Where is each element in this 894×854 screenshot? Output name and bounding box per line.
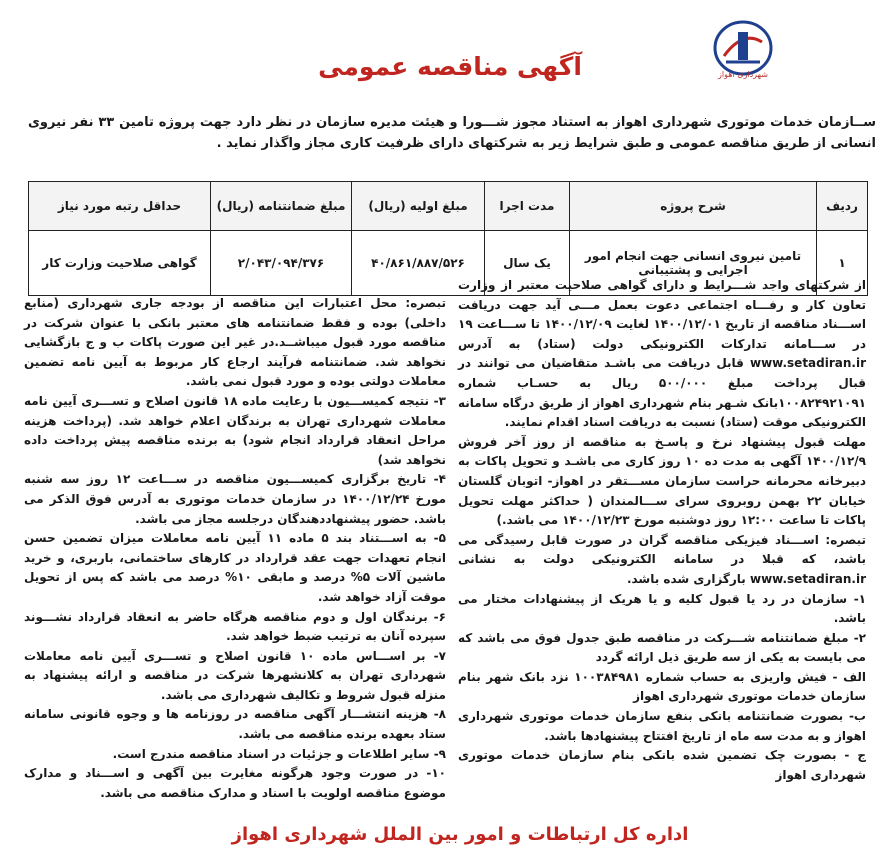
right-column: [458, 276, 866, 785]
paragraph: ب- بصورت ضمانتنامه بانکی بنفع سازمان خدمات موتوری شهرداری اهواز و به مدت سه ماه از تاریخ افتتاح پیشنهادها باشد.: [458, 709, 866, 743]
left-column: [24, 294, 446, 803]
paragraph: ج - بصورت چک تضمین شده بانکی بنام سازمان خدمات موتوری شهرداری اهواز: [458, 748, 866, 782]
cell-initial-amount: ۴۰/۸۶۱/۸۸۷/۵۲۶: [352, 231, 485, 296]
header-initial-amount: مبلغ اولیه (ریال): [352, 182, 485, 231]
paragraph: ۶- برندگان اول و دوم مناقصه هرگاه حاضر به انعقاد قرارداد نشـــوند سپرده آنان به ترتیب ضبط خواهد شد.: [24, 609, 446, 644]
paragraph: ۷- بر اســـاس ماده ۱۰ قانون اصلاح و تســـری آیین نامه معاملات شهرداری تهران به کلانشهرها شرکت در مناقصه و ارائه پیشنهاد به منزله قبول شروط و تکالیف شهرداری می باشد.: [24, 648, 446, 702]
ahvaz-municipality-logo-icon: [712, 18, 774, 90]
paragraph: ۹- سایر اطلاعات و جزئیات در اسناد مناقصه مندرج است.: [112, 746, 446, 761]
paragraph: ۴- تاریخ برگزاری کمیســـیون مناقصه در ســـاعت ۱۲ روز سه شنبه مورخ ۱۴۰۰/۱۲/۲۴ در سازمان خدمات موتوری به آدرس فوق الذکر می باشد. حضور پیشنهاددهندگان درجلسه مجاز می باشد.: [24, 472, 447, 526]
cell-minimum-rank: گواهی صلاحیت وزارت کار: [29, 231, 211, 296]
logo-caption: شهرداری اهواز: [718, 70, 768, 79]
intro-paragraph: ســازمان خدمات موتوری شهرداری اهواز به استناد مجوز شـــورا و هیئت مدیره سازمان در نظر دارد جهت پروژه تامین ۳۳ نفر نیروی انسانی از طریق مناقصه عمومی و طبق شرایط زیر به شرکتهای دارای ظرفیت کاری مجاز واگذار نماید .: [28, 115, 876, 151]
header-minimum-rank: حداقل رتبه مورد نیاز: [29, 182, 211, 231]
paragraph: ۱- سازمان در رد یا قبول کلیه و یا هریک از پیشنهادات مختار می باشد.: [458, 591, 866, 626]
paragraph: ۸- هزینه انتشـــار آگهی مناقصه در روزنامه ها و وجوه قانونی سامانه ستاد بعهده برنده مناقصه می باشد.: [24, 707, 446, 742]
cell-duration: یک سال: [485, 231, 570, 296]
page-title: آگهی مناقصه عمومی: [318, 52, 582, 81]
paragraph: ۲- مبلغ ضمانتنامه شـــرکت در مناقصه طبق جدول فوق می باشد که می بایست به یکی از سه طریق ذیل ارائه گردد: [458, 630, 866, 665]
paragraph: از شرکتهای واجد شـــرایط و دارای گواهی صلاحیت معتبر از وزارت تعاون کار و رفـــاه اجتماعی دعوت بعمل مـــی آید جهت دریافت اســـناد مناقصه از تاریخ ۱۴۰۰/۱۲/۰۱ لغایت ۱۴۰۰/۱۲/۰۹ تا ســـاعت ۱۹ در ســـامانه تدارکات الکترونیکی دولت (ستاد) به آدرس www.setadiran.ir قابل دریافت می باشـد متقاضیان می توانند در قبال پرداخت مبلغ ۵۰۰/۰۰۰ ریال به حسـاب شماره ۱۰۰۸۲۴۹۲۱۰۹۱بانک شـهر بنام شهرداری اهواز از طریق درگاه سامانه الکترونیکی موقت (ستاد) نسبت به دریافت اسناد اقدام نمایند.: [458, 278, 866, 430]
header-guarantee-amount: مبلغ ضمانتنامه (ریال): [211, 182, 352, 231]
paragraph: الف - فیش واریزی به حساب شماره ۱۰۰۳۸۴۹۸۱ نزد بانک شهر بنام سازمان خدمات موتوری شهرداری اهواز: [458, 669, 866, 704]
cell-guarantee-amount: ۲/۰۴۳/۰۹۴/۳۷۶: [211, 231, 352, 296]
cell-row-number: ۱: [817, 231, 868, 296]
paragraph: ۵- به اســـتناد بند ۵ ماده ۱۱ آیین نامه معاملات میزان تضمین حسن انجام تعهدات جهت عقد قرارداد در کارهای ساختمانی، باربری، و خرید ماشین آلات ۵% درصد و مابقی ۱۰% درصد می باشد که پس از تحویل موقت آزاد خواهد شد.: [24, 531, 446, 604]
header-row-number: ردیف: [817, 182, 868, 231]
footer-office-name: اداره کل ارتباطات و امور بین الملل شهرداری اهواز: [231, 824, 689, 845]
header-duration: مدت اجرا: [485, 182, 570, 231]
paragraph: مهلت قبول پیشنهاد نرخ و پاسـخ به مناقصه از روز آخر فروش ۱۴۰۰/۱۲/۹ آگهی به مدت ده ۱۰ روز کاری می باشـد و تحویل پاکات به دبیرخانه محرمانه حراست سازمان مســـتقر در اهواز- اتوبان گلستان خیابان ۲۲ بهمن روبروی سرای ســـالمندان ( حداکثر مهلت تحویل پاکات تا ساعت ۱۲:۰۰ روز دوشنبه مورخ ۱۴۰۰/۱۲/۲۳ می باشد.): [458, 434, 866, 528]
cell-project-description: تامین نیروی انسانی جهت انجام امور اجرایی و پشتیبانی: [570, 231, 817, 296]
paragraph: تبصره: اســـناد فیزیکی مناقصه گران در صورت قابل رسیدگی می باشد، که قبلا در سامانه الکترونیکی دولت به نشانی www.setadiran.ir بارگزاری شده باشد.: [458, 532, 866, 586]
table-header-row: [29, 182, 868, 231]
paragraph: ۳- نتیجه کمیســـیون با رعایت ماده ۱۸ قانون اصلاح و تســـری آیین نامه معاملات شهرداری تهران به برندگان اعلام خواهد شد. (پرداخت هزینه مراحل انعقاد قرارداد انجام شود) به برنده مناقصه پیش پرداخت داده نخواهد شد): [24, 393, 446, 467]
paragraph: ۱۰- در صورت وجود هرگونه مغایرت بین آگهی و اســـناد و مدارک موضوع مناقصه اولویت با اسناد و مدارک مناقصه می باشد.: [24, 766, 446, 800]
paragraph: تبصره: محل اعتبارات این مناقصه از بودجه جاری شهرداری (منابع داخلی) بوده و فقط ضمانتنامه های معتبر بانکی با عنوان شرکت در مناقصه مورد قبول میباشــد.در غیر این صورت پاکات ب و ج بازگشایی نخواهد شد. ضمانتنامه فرآیند ارجاع کار مربوط به آیین نامه تضمین معاملات دولتی بوده و مورد قبول نمی باشد.: [24, 296, 446, 389]
header-project-description: شرح پروژه: [570, 182, 817, 231]
